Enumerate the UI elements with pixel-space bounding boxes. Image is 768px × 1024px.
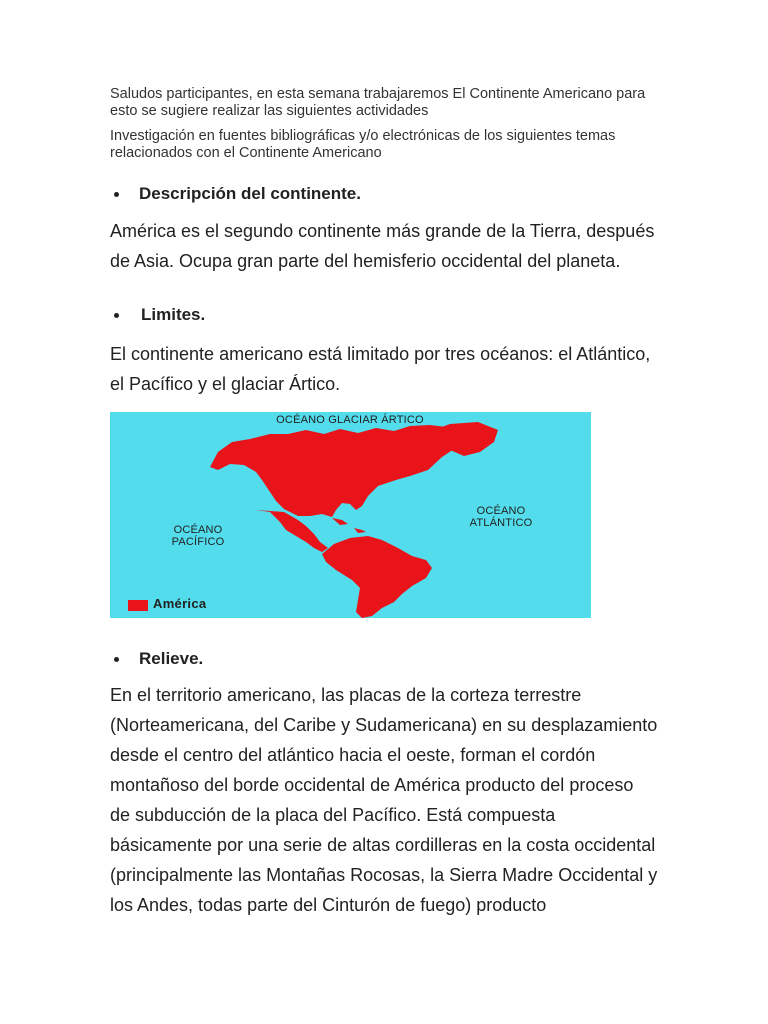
bullet-icon [114,657,119,662]
map-label-pacific-line1: OCÉANO [173,524,223,536]
legend-label: América [153,596,207,611]
map-label-atlantic-line1: OCÉANO [476,505,526,517]
intro-paragraph-2: Investigación en fuentes bibliográficas y/o electrónicas de los siguientes temas relacionados con el Continente Americano [110,128,616,161]
section-heading-descripcion [110,184,361,204]
relieve-line: el cordón montañoso del borde occidental de América producto del [110,745,596,795]
heading-text: Relieve. [139,649,204,668]
america-map [110,412,591,618]
limites-paragraph: El continente americano está limitado por tres océanos: el Atlántico, el Pacífico y el glaciar Ártico. [110,344,651,394]
descripcion-paragraph: América es el segundo continente más grande de la Tierra, después de Asia. Ocupa gran parte del hemisferio occidental del planeta. [110,221,655,271]
relieve-line: Occidental y los Andes, todas parte del Cinturón de fuego) producto [110,865,658,915]
bullet-icon [114,313,119,318]
relieve-line: (principalmente las Montañas Rocosas, la Sierra Madre [110,865,554,885]
map-label-arctic: OCÉANO GLACIAR ÁRTICO [276,414,424,426]
relieve-line: En el territorio americano, las placas de la corteza terrestre [110,685,582,705]
relieve-line: (Norteamericana, del Caribe y Sudamericana) en su [110,715,527,735]
relieve-paragraph [110,680,658,920]
intro-paragraph-1: Saludos participantes, en esta semana trabajaremos El Continente Americano para esto se sugiere realizar las siguientes actividades [110,86,646,119]
relieve-line: desplazamiento desde el centro del atlántico hacia el oeste, forman [110,715,658,765]
map-label-atlantic-line2: ATLÁNTICO [469,517,533,529]
section-heading-limites [110,305,205,325]
map-label-atlantic [456,505,546,529]
map-label-pacific [158,524,238,548]
relieve-line: básicamente por una serie de altas cordilleras en la costa occidental [110,835,656,855]
legend-swatch [128,600,148,611]
heading-text: Descripción del continente. [139,184,361,203]
section-heading-relieve [110,649,203,669]
map-label-pacific-line2: PACÍFICO [171,536,225,548]
heading-text: Limites. [141,305,206,324]
bullet-icon [114,192,119,197]
relieve-line: proceso de subducción de la placa del Pacífico. Está compuesta [110,775,634,825]
